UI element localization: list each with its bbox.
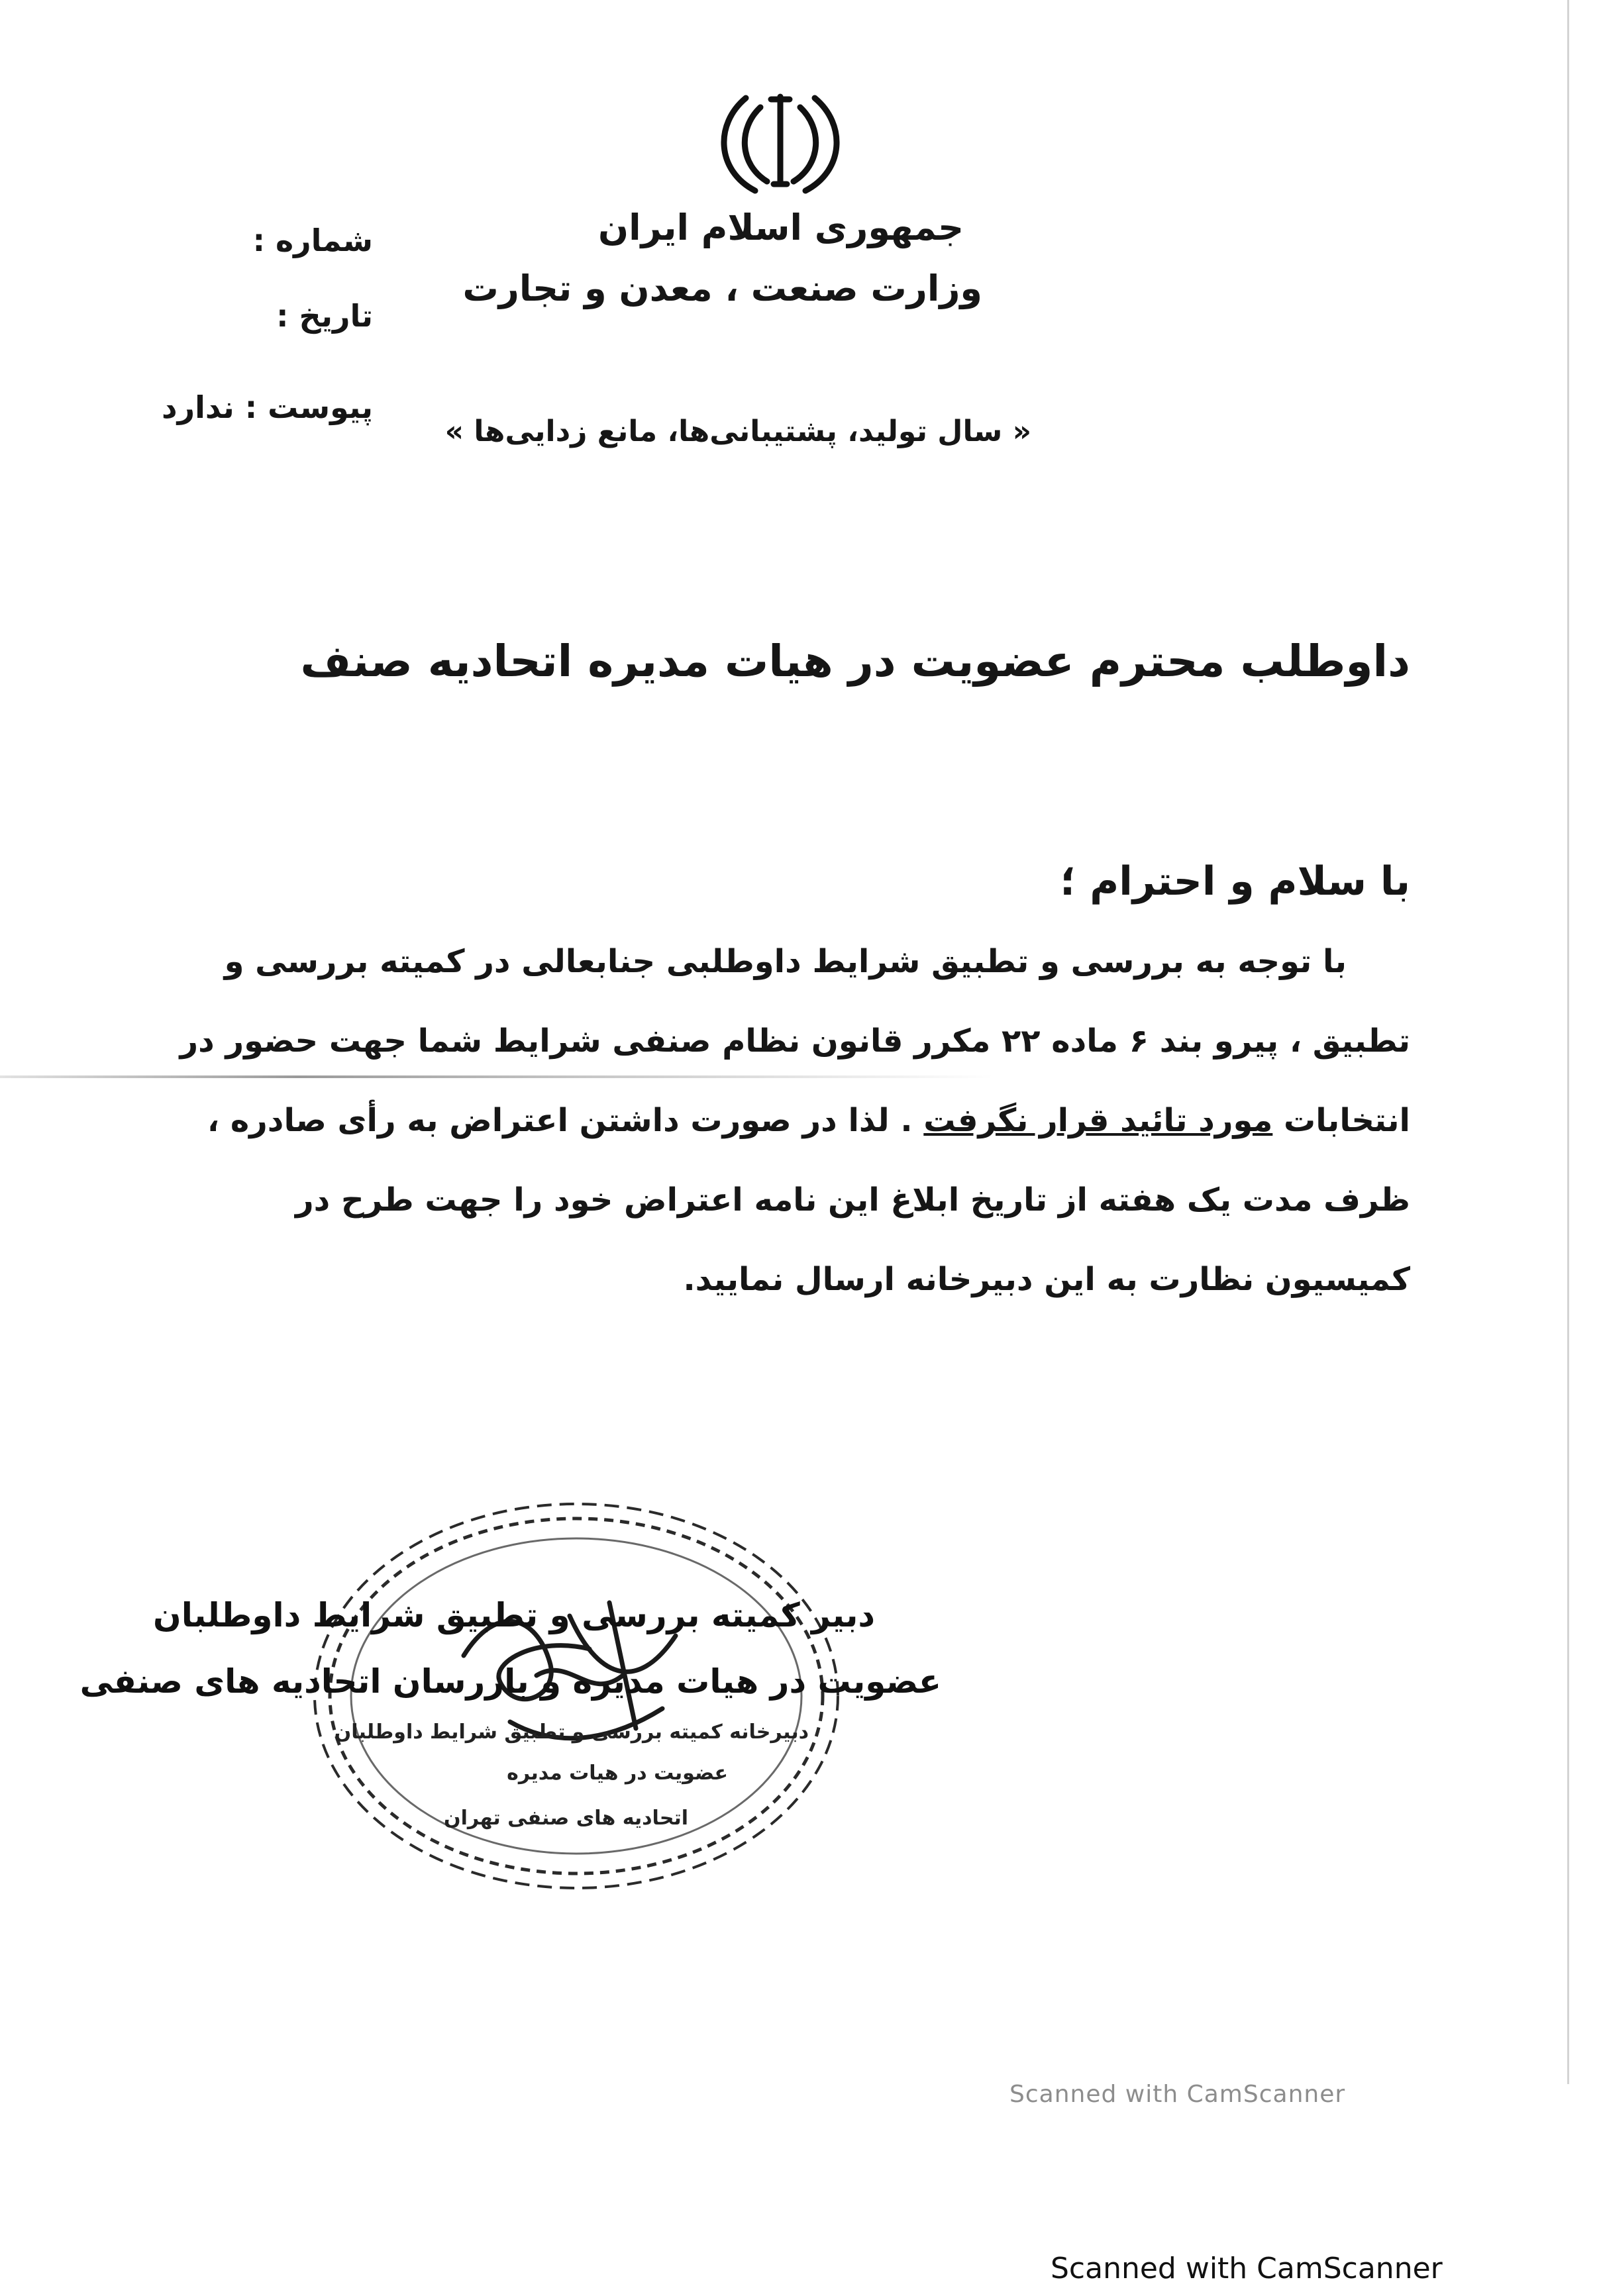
signatory-title-line-2: عضویت در هیات مدیره و بازرسان اتحادیه های صنفی [79, 1662, 941, 1701]
body-line-part: انتخابات [1284, 1102, 1410, 1139]
iran-emblem-icon [707, 85, 853, 204]
body-line: ظرف مدت یک هفته از تاریخ ابلاغ این نامه اعتراض خود را جهت طرح در [295, 1181, 1410, 1219]
letter-number-label: شماره : [252, 223, 373, 258]
ministry-name: وزارت صنعت ، معدن و تجارت [462, 268, 982, 309]
body-line: کمیسیون نظارت به این دبیرخانه ارسال نمایید. [683, 1261, 1410, 1298]
attachment-label: پیوست : ندارد [162, 389, 373, 425]
approval-phrase: مورد تائید قرار نگرفت [923, 1102, 1273, 1139]
scanner-watermark: Scanned with CamScanner [1009, 2081, 1346, 2108]
stamp-text: اتحادیه های صنفی تهران [444, 1807, 688, 1830]
greeting-line: با سلام و احترام ؛ [1060, 858, 1410, 905]
country-name: جمهوری اسلام ایران [598, 207, 964, 248]
addressee-line: داوطلب محترم عضویت در هیات مدیره اتحادیه صنف [300, 636, 1410, 687]
letter-body [165, 922, 1410, 1319]
letter-date-label: تاریخ : [276, 298, 373, 334]
body-line: با توجه به بررسی و تطبیق شرایط داوطلبی جنابعالی در کمیته بررسی و [224, 943, 1347, 980]
body-line-part: . لذا در صورت داشتن اعتراض به رأی صادره ، [207, 1102, 924, 1139]
stamp-text: دبیرخانه کمیته بررسی و تطبیق شرایط داوطلبان [334, 1721, 809, 1744]
page-edge [1567, 0, 1569, 2084]
body-line: تطبیق ، پیرو بند ۶ ماده ۲۲ مکرر قانون نظام صنفی شرایط شما جهت حضور در [180, 1023, 1410, 1060]
stamp-text: عضویت در هیات مدیره [507, 1762, 728, 1785]
scanner-footer-label: Scanned with CamScanner [1051, 2252, 1443, 2285]
signatory-title-line-1: دبیر کمیته بررسی و تطبیق شرایط داوطلبان [153, 1596, 875, 1634]
year-motto: « سال تولید، پشتیبانی‌ها، مانع زدایی‌ها » [444, 415, 1031, 448]
body-line [165, 1081, 1410, 1160]
